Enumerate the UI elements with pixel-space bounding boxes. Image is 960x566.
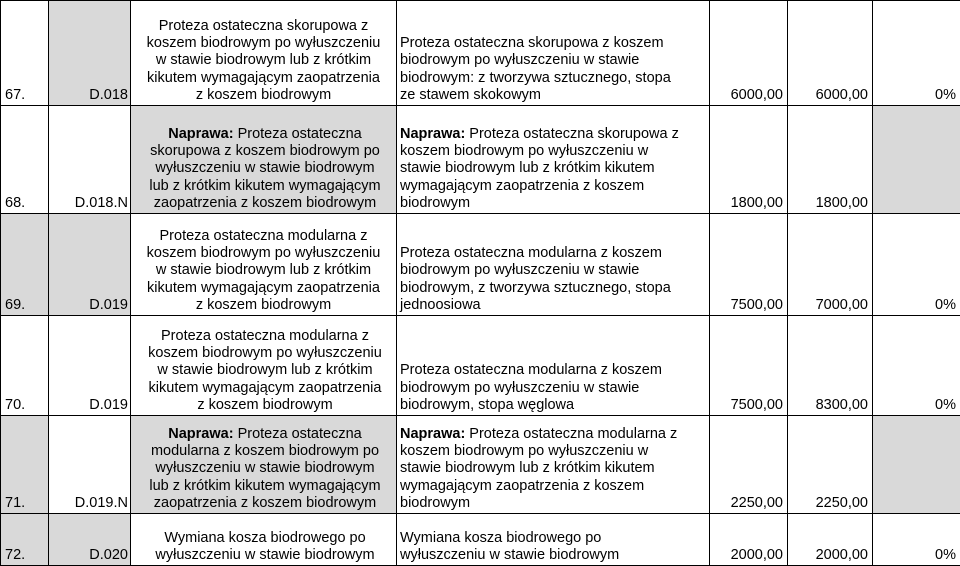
product-code-text: D.018.N	[75, 195, 128, 211]
specification-text: Proteza ostateczna modularna z koszem	[400, 362, 662, 378]
specification-text: biodrowym po wyłuszczeniu w stawie	[400, 262, 639, 278]
description-text: z koszem biodrowym	[196, 87, 331, 103]
specification-line	[400, 35, 707, 52]
specification-line	[400, 495, 707, 512]
specification-text: biodrowym	[400, 195, 470, 211]
price-value	[710, 316, 788, 416]
description-line	[135, 362, 395, 379]
specification-text: biodrowym: z tworzywa sztucznego, stopa	[400, 70, 671, 86]
price-text: 2000,00	[731, 547, 783, 563]
limit-text: 8300,00	[816, 397, 868, 413]
repair-label: Naprawa:	[400, 126, 465, 142]
limit-value	[788, 106, 873, 214]
specification-line	[400, 280, 707, 297]
price-value	[710, 416, 788, 514]
percent-value	[873, 106, 960, 214]
price-value	[710, 1, 788, 106]
percent-value	[873, 316, 960, 416]
specification-line	[400, 87, 707, 104]
description-line	[135, 328, 395, 345]
product-specification	[397, 214, 710, 316]
limit-text: 1800,00	[816, 195, 868, 211]
specification-text: Proteza ostateczna skorupowa z	[465, 126, 679, 142]
description-text: wyłuszczeniu w stawie biodrowym	[155, 547, 374, 563]
row-number-text: 67.	[5, 87, 25, 103]
price-text: 7500,00	[731, 397, 783, 413]
row-number-text: 69.	[5, 297, 25, 313]
description-line	[135, 195, 395, 212]
specification-line	[400, 143, 707, 160]
row-number	[1, 106, 49, 214]
specification-text: Proteza ostateczna modularna z	[465, 426, 677, 442]
product-specification	[397, 416, 710, 514]
description-line	[135, 126, 395, 143]
specification-text: jednoosiowa	[400, 297, 481, 313]
limit-text: 2250,00	[816, 495, 868, 511]
description-text: zaopatrzenia z koszem biodrowym	[154, 195, 376, 211]
specification-line	[400, 262, 707, 279]
description-text: koszem biodrowym po wyłuszczeniu	[147, 35, 381, 51]
specification-line	[400, 478, 707, 495]
product-code-text: D.020	[89, 547, 128, 563]
description-line	[132, 297, 395, 314]
specification-line	[400, 547, 707, 564]
specification-line	[400, 460, 707, 477]
product-code	[49, 106, 131, 214]
description-line	[132, 228, 395, 245]
limit-value	[788, 514, 873, 566]
description-line	[132, 245, 395, 262]
specification-line	[400, 126, 707, 143]
row-number	[1, 514, 49, 566]
description-line	[132, 280, 395, 297]
description-line	[132, 87, 395, 104]
description-text: w stawie biodrowym lub z krótkim	[157, 362, 372, 378]
price-text: 2250,00	[731, 495, 783, 511]
specification-text: biodrowym po wyłuszczeniu w stawie	[400, 380, 639, 396]
description-line	[135, 547, 395, 564]
product-description	[131, 316, 397, 416]
specification-text: wymagającym zaopatrzenia z koszem	[400, 478, 644, 494]
description-text: Proteza ostateczna skorupowa z	[159, 18, 369, 34]
product-code	[49, 416, 131, 514]
description-line	[135, 426, 395, 443]
row-number-text: 68.	[5, 195, 25, 211]
description-line	[135, 160, 395, 177]
specification-text: koszem biodrowym po wyłuszczeniu w	[400, 143, 648, 159]
description-line	[132, 52, 395, 69]
specification-line	[400, 530, 707, 547]
product-description	[131, 214, 397, 316]
limit-text: 7000,00	[816, 297, 868, 313]
specification-line	[400, 70, 707, 87]
specification-text: Proteza ostateczna skorupowa z koszem	[400, 35, 664, 51]
description-line	[135, 495, 395, 512]
product-code	[49, 514, 131, 566]
specification-text: Proteza ostateczna modularna z koszem	[400, 245, 662, 261]
table-row	[1, 514, 960, 566]
specification-text: biodrowym, stopa węglowa	[400, 397, 574, 413]
price-text: 1800,00	[731, 195, 783, 211]
limit-text: 2000,00	[816, 547, 868, 563]
product-code-text: D.018	[89, 87, 128, 103]
description-text: zaopatrzenia z koszem biodrowym	[154, 495, 376, 511]
description-line	[132, 70, 395, 87]
product-description	[131, 106, 397, 214]
table-body	[1, 1, 960, 566]
percent-text: 0%	[935, 297, 956, 313]
description-line	[135, 345, 395, 362]
specification-text: biodrowym	[400, 495, 470, 511]
limit-value	[788, 214, 873, 316]
description-text: lub z krótkim kikutem wymagającym	[149, 178, 380, 194]
description-text: kikutem wymagającym zaopatrzenia	[147, 280, 380, 296]
product-code-text: D.019	[89, 397, 128, 413]
percent-text: 0%	[935, 397, 956, 413]
repair-label: Naprawa:	[400, 426, 465, 442]
specification-text: koszem biodrowym po wyłuszczeniu w	[400, 443, 648, 459]
specification-text: wyłuszczeniu w stawie biodrowym	[400, 547, 619, 563]
percent-value	[873, 416, 960, 514]
repair-label: Naprawa:	[168, 426, 233, 442]
description-line	[132, 35, 395, 52]
description-text: Proteza ostateczna modularna z	[160, 228, 368, 244]
specification-line	[400, 160, 707, 177]
table-row	[1, 214, 960, 316]
limit-text: 6000,00	[816, 87, 868, 103]
description-line	[135, 460, 395, 477]
specification-line	[400, 397, 707, 414]
specification-text: stawie biodrowym lub z krótkim kikutem	[400, 160, 655, 176]
description-line	[132, 18, 395, 35]
specification-line	[400, 362, 707, 379]
description-line	[135, 478, 395, 495]
description-line	[135, 397, 395, 414]
specification-line	[400, 380, 707, 397]
price-value	[710, 514, 788, 566]
description-text: koszem biodrowym po wyłuszczeniu	[147, 245, 381, 261]
description-text: skorupowa z koszem biodrowym po	[150, 143, 380, 159]
description-text: Proteza ostateczna	[234, 426, 362, 442]
product-code-text: D.019.N	[75, 495, 128, 511]
description-line	[135, 380, 395, 397]
description-line	[135, 530, 395, 547]
limit-value	[788, 316, 873, 416]
specification-text: biodrowym, z tworzywa sztucznego, stopa	[400, 280, 671, 296]
specification-line	[400, 426, 707, 443]
specification-line	[400, 195, 707, 212]
specification-text: ze stawem skokowym	[400, 87, 541, 103]
description-text: koszem biodrowym po wyłuszczeniu	[148, 345, 382, 361]
product-specification	[397, 1, 710, 106]
specification-text: Wymiana kosza biodrowego po	[400, 530, 601, 546]
product-specification	[397, 514, 710, 566]
description-text: wyłuszczeniu w stawie biodrowym	[155, 460, 374, 476]
specification-line	[400, 245, 707, 262]
product-description	[131, 416, 397, 514]
percent-text: 0%	[935, 547, 956, 563]
product-description	[131, 514, 397, 566]
percent-value	[873, 214, 960, 316]
description-text: w stawie biodrowym lub z krótkim	[156, 52, 371, 68]
product-specification	[397, 106, 710, 214]
row-number-text: 71.	[5, 495, 25, 511]
description-text: lub z krótkim kikutem wymagającym	[149, 478, 380, 494]
description-text: kikutem wymagającym zaopatrzenia	[147, 70, 380, 86]
row-number	[1, 416, 49, 514]
description-text: w stawie biodrowym lub z krótkim	[156, 262, 371, 278]
repair-label: Naprawa:	[168, 126, 233, 142]
description-text: Wymiana kosza biodrowego po	[164, 530, 365, 546]
percent-value	[873, 1, 960, 106]
specification-line	[400, 297, 707, 314]
product-code-text: D.019	[89, 297, 128, 313]
product-code	[49, 1, 131, 106]
table-row	[1, 106, 960, 214]
price-text: 6000,00	[731, 87, 783, 103]
percent-value	[873, 514, 960, 566]
table-row	[1, 416, 960, 514]
row-number	[1, 214, 49, 316]
row-number-text: 72.	[5, 547, 25, 563]
specification-line	[400, 178, 707, 195]
description-line	[135, 143, 395, 160]
table-row	[1, 316, 960, 416]
price-value	[710, 106, 788, 214]
limit-value	[788, 1, 873, 106]
specification-text: biodrowym po wyłuszczeniu w stawie	[400, 52, 639, 68]
description-text: Proteza ostateczna	[234, 126, 362, 142]
description-text: z koszem biodrowym	[196, 297, 331, 313]
price-value	[710, 214, 788, 316]
product-specification	[397, 316, 710, 416]
description-text: modularna z koszem biodrowym po	[151, 443, 379, 459]
row-number	[1, 316, 49, 416]
specification-text: wymagającym zaopatrzenia z koszem	[400, 178, 644, 194]
percent-text: 0%	[935, 87, 956, 103]
table-row	[1, 1, 960, 106]
product-description	[131, 1, 397, 106]
description-line	[135, 178, 395, 195]
product-code	[49, 214, 131, 316]
price-text: 7500,00	[731, 297, 783, 313]
limit-value	[788, 416, 873, 514]
row-number	[1, 1, 49, 106]
description-line	[135, 443, 395, 460]
specification-text: stawie biodrowym lub z krótkim kikutem	[400, 460, 655, 476]
product-code	[49, 316, 131, 416]
description-text: kikutem wymagającym zaopatrzenia	[149, 380, 382, 396]
row-number-text: 70.	[5, 397, 25, 413]
description-text: Proteza ostateczna modularna z	[161, 328, 369, 344]
description-line	[132, 262, 395, 279]
specification-line	[400, 52, 707, 69]
description-text: wyłuszczeniu w stawie biodrowym	[155, 160, 374, 176]
specification-line	[400, 443, 707, 460]
description-text: z koszem biodrowym	[197, 397, 332, 413]
